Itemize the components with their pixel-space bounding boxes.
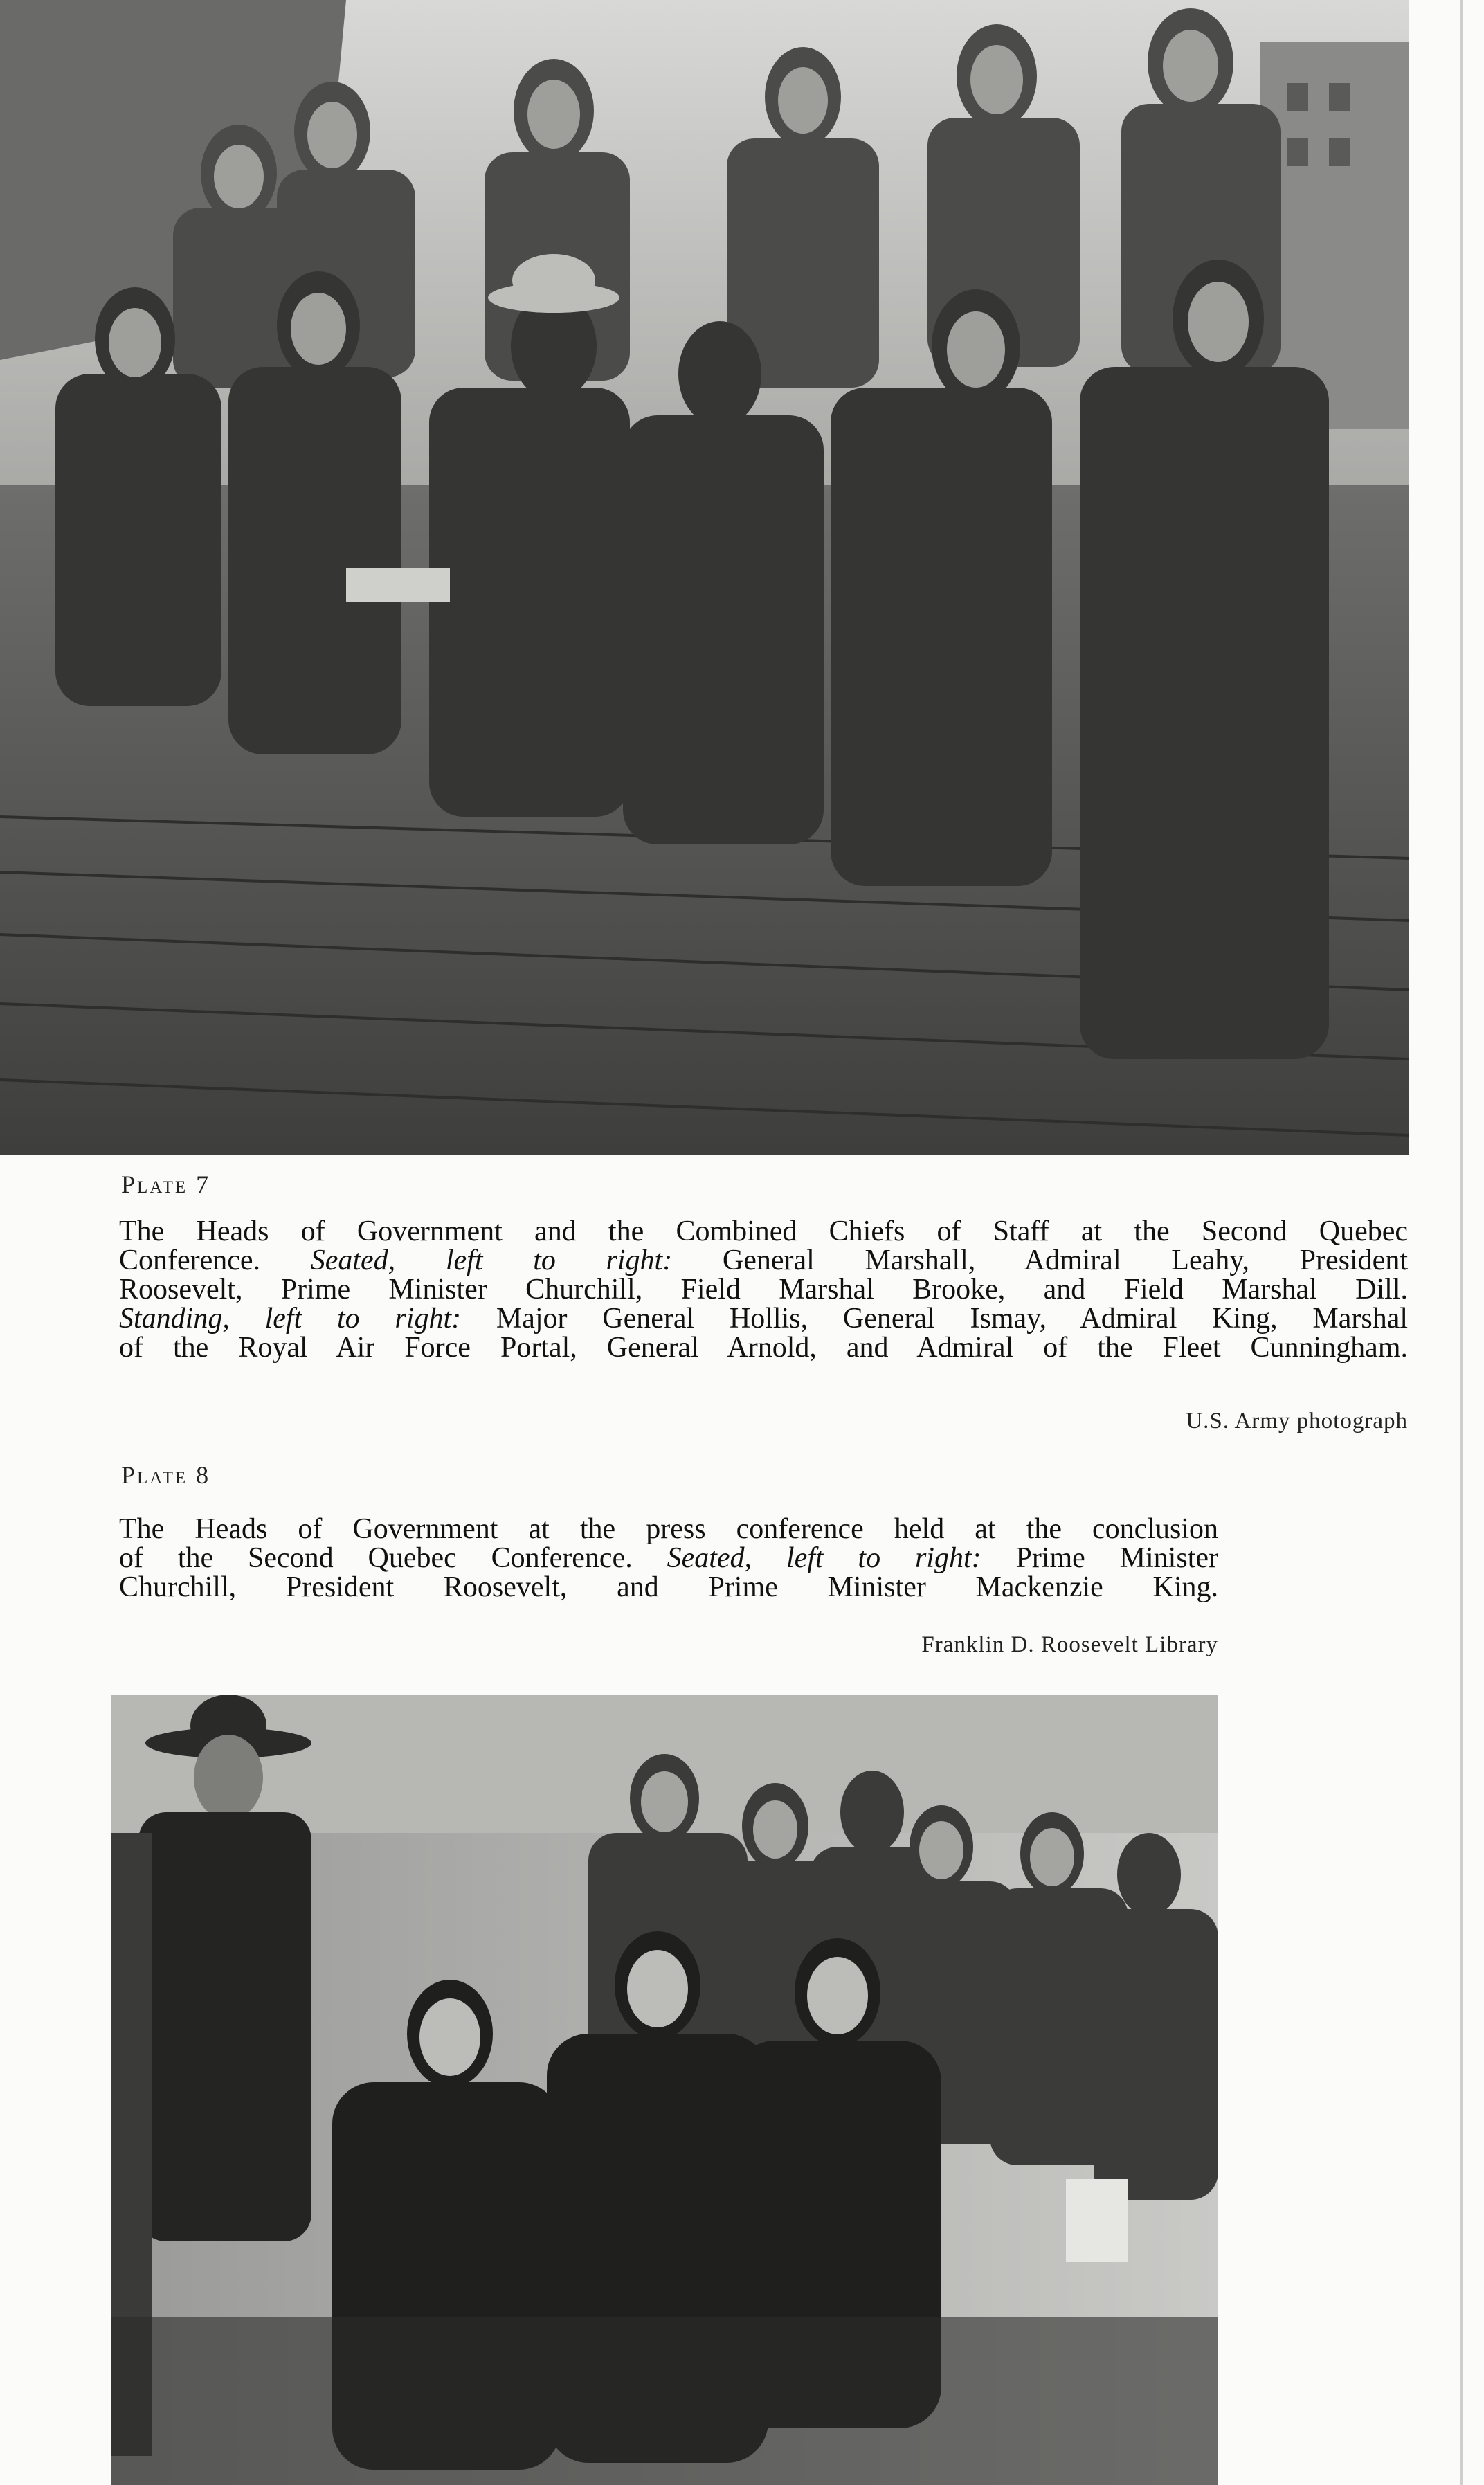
caption-line: The Heads of Government and the Combined Chiefs of Staff at the Second Quebec [119, 1216, 1408, 1247]
caption-line: The Heads of Government at the press conference held at the conclusion [119, 1513, 1218, 1545]
caption-line: Standing, left to right: Major General Hollis, General Ismay, Admiral King, Marshal [119, 1303, 1409, 1335]
caption-line: Roosevelt, Prime Minister Churchill, Field Marshal Brooke, and Field Marshal Dill. [119, 1274, 1408, 1305]
caption-line: of the Second Quebec Conference. Seated, left to right: Prime Minister [119, 1542, 1218, 1574]
plate7-photograph [0, 0, 1409, 1155]
plate7-photo-credit: U.S. Army photograph [1186, 1409, 1408, 1434]
plate8-photo-credit: Franklin D. Roosevelt Library [921, 1632, 1218, 1657]
caption-line: Churchill, President Roosevelt, and Prime Minister Mackenzie King. [119, 1571, 1218, 1603]
plate8-photograph [111, 1695, 1218, 2485]
caption-line: Conference. Seated, left to right: General Marshall, Admiral Leahy, President [119, 1245, 1408, 1276]
page-edge-rule [1460, 0, 1463, 2485]
caption-line: of the Royal Air Force Portal, General Arnold, and Admiral of the Fleet Cunningham. [119, 1332, 1408, 1364]
plate7-caption [119, 1217, 1408, 1362]
plate8-caption [119, 1515, 1218, 1602]
plate7-label: Plate 7 [121, 1171, 211, 1198]
plate8-label: Plate 8 [121, 1461, 211, 1489]
